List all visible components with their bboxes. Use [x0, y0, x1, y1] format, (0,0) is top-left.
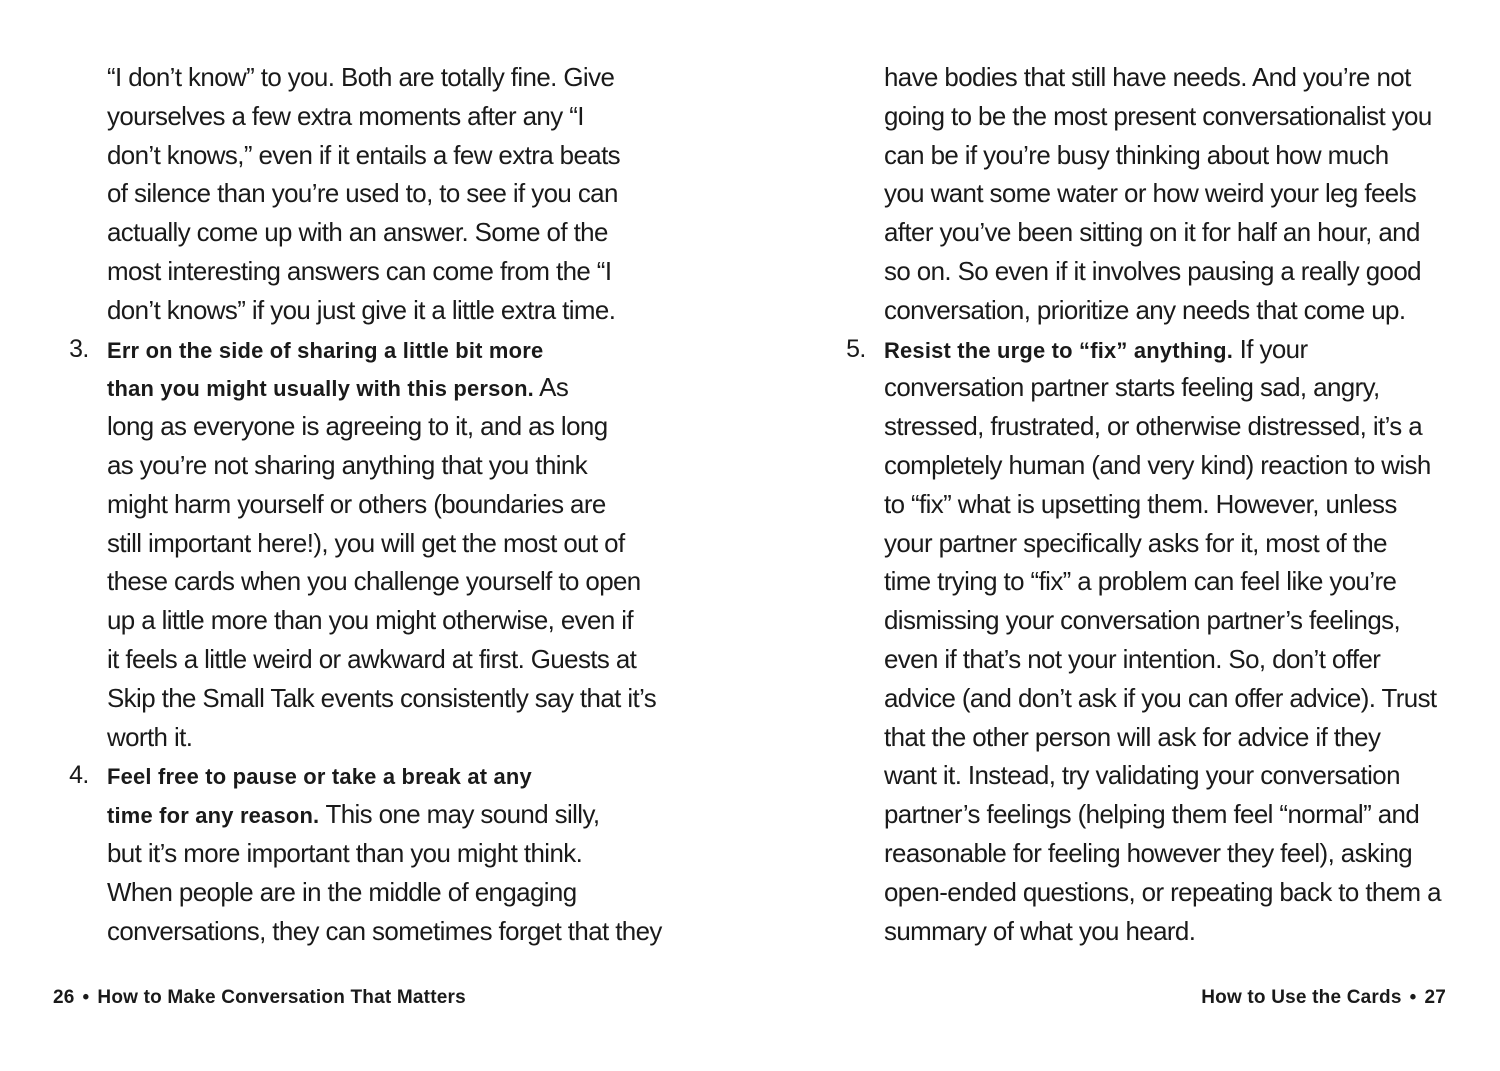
- text-line: still important here!), you will get the most out of: [107, 527, 625, 558]
- text-run: As: [533, 372, 569, 403]
- list-item-3-heading: [69, 330, 675, 369]
- text-line: you want some water or how weird your leg feels: [884, 178, 1417, 209]
- list-item-4-heading: [69, 756, 675, 795]
- bullet-separator: •: [82, 987, 90, 1008]
- text-line: of silence than you’re used to, to see if you can: [107, 178, 618, 209]
- page-footer-right: [1201, 987, 1446, 1009]
- text-line: as you’re not sharing anything that you think: [107, 449, 588, 480]
- page-number: 27: [1424, 987, 1446, 1008]
- text-line: even if that’s not your intention. So, don’t offer: [884, 643, 1381, 674]
- text-line: can be if you’re busy thinking about how much: [884, 139, 1389, 170]
- right-page: [750, 0, 1500, 1071]
- page-footer-left: [53, 987, 466, 1009]
- text-line: going to be the most present conversationalist you: [884, 100, 1432, 131]
- list-number: 3.: [69, 334, 89, 363]
- item-heading-bold: Resist the urge to “fix” anything.: [884, 337, 1234, 363]
- text-line: completely human (and very kind) reaction to wish: [884, 449, 1431, 480]
- text-line: time trying to “fix” a problem can feel like you’re: [884, 566, 1397, 597]
- text-line: worth it.: [107, 721, 193, 752]
- left-page-body: [69, 58, 677, 950]
- item-heading-bold: Err on the side of sharing a little bit more: [107, 337, 544, 363]
- item-heading-bold: time for any reason.: [107, 803, 320, 829]
- list-number: 5.: [846, 334, 866, 363]
- text-line: want it. Instead, try validating your conversation: [884, 760, 1400, 791]
- item-heading-bold: than you might usually with this person.: [107, 376, 534, 402]
- bullet-separator: •: [1409, 987, 1417, 1008]
- text-line: When people are in the middle of engaging: [107, 876, 577, 907]
- text-line: “I don’t know” to you. Both are totally fine. Give: [107, 62, 615, 92]
- text-line: after you’ve been sitting on it for half an hour, and: [884, 217, 1420, 248]
- text-line: advice (and don’t ask if you can offer advice). Trust: [884, 682, 1437, 713]
- text-line: stressed, frustrated, or otherwise distressed, it’s a: [884, 411, 1423, 442]
- text-line: up a little more than you might otherwise, even if: [107, 605, 634, 636]
- text-line: so on. So even if it involves pausing a really good: [884, 255, 1421, 286]
- text-line: summary of what you heard.: [884, 915, 1196, 946]
- text-line: these cards when you challenge yourself to open: [107, 566, 641, 597]
- text-line: conversation partner starts feeling sad, angry,: [884, 372, 1380, 403]
- list-item-5-heading: [846, 330, 1452, 369]
- text-line: actually come up with an answer. Some of the: [107, 217, 608, 248]
- text-line: Skip the Small Talk events consistently say that it’s: [107, 682, 657, 713]
- text-line: yourselves a few extra moments after any “I: [107, 100, 584, 131]
- text-line: open-ended questions, or repeating back to them a: [884, 876, 1441, 907]
- page-number: 26: [53, 987, 75, 1008]
- text-line: have bodies that still have needs. And you’re not: [884, 62, 1411, 92]
- text-line: your partner specifically asks for it, most of the: [884, 527, 1387, 558]
- text-line: most interesting answers can come from the “I: [107, 255, 612, 286]
- running-title: How to Make Conversation That Matters: [97, 987, 466, 1008]
- text-line: conversations, they can sometimes forget that they: [107, 915, 662, 946]
- text-line: partner’s feelings (helping them feel “normal” and: [884, 799, 1420, 830]
- text-line: to “fix” what is upsetting them. However, unless: [884, 488, 1397, 519]
- text-line: reasonable for feeling however they feel), asking: [884, 837, 1413, 868]
- text-run: This one may sound silly,: [319, 799, 600, 830]
- text-line: that the other person will ask for advice if they: [884, 721, 1381, 752]
- text-run: If your: [1233, 333, 1308, 364]
- text-line: long as everyone is agreeing to it, and as long: [107, 411, 608, 442]
- text-line: don’t knows” if you just give it a little extra time.: [107, 294, 616, 325]
- text-line: might harm yourself or others (boundaries are: [107, 488, 606, 519]
- text-line: conversation, prioritize any needs that come up.: [884, 294, 1406, 325]
- item-heading-bold: Feel free to pause or take a break at any: [107, 764, 532, 790]
- list-number: 4.: [69, 761, 89, 790]
- text-line: [107, 368, 675, 407]
- right-page-body: [846, 58, 1454, 950]
- text-line: it feels a little weird or awkward at first. Guests at: [107, 643, 637, 674]
- text-line: don’t knows,” even if it entails a few extra beats: [107, 139, 621, 170]
- text-line: dismissing your conversation partner’s feelings,: [884, 605, 1401, 636]
- text-line: [107, 795, 675, 834]
- text-line: but it’s more important than you might think.: [107, 837, 583, 868]
- running-title: How to Use the Cards: [1201, 987, 1402, 1008]
